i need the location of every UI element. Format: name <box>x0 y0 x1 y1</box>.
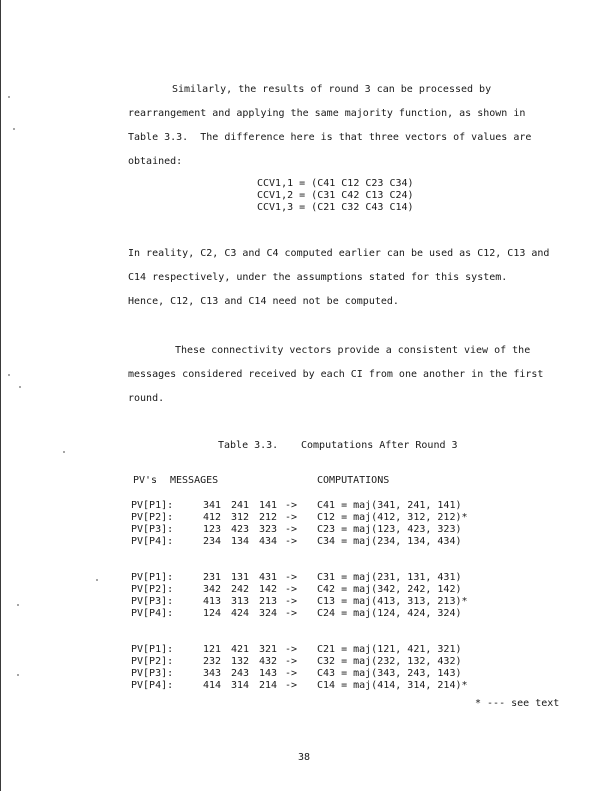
row-computation: C13 = maj(413, 313, 213)* <box>317 596 468 607</box>
row-message-2: 242 <box>231 584 250 595</box>
row-computation: C12 = maj(412, 312, 212)* <box>317 512 468 523</box>
row-pv-label: PV[P1]: <box>131 572 174 583</box>
row-computation: C24 = maj(124, 424, 324) <box>317 608 462 619</box>
row-computation: C41 = maj(341, 241, 141) <box>317 500 462 511</box>
row-computation: C14 = maj(414, 314, 214)* <box>317 680 468 691</box>
row-arrow: -> <box>285 656 298 667</box>
row-message-3: 142 <box>259 584 278 595</box>
row-message-2: 424 <box>231 608 250 619</box>
scan-speck <box>17 604 19 606</box>
row-arrow: -> <box>285 680 298 691</box>
row-message-3: 143 <box>259 668 278 679</box>
connectivity-vector-2: CCV1,2 = (C31 C42 C13 C24) <box>257 190 414 201</box>
row-message-2: 314 <box>231 680 250 691</box>
row-message-1: 121 <box>203 644 222 655</box>
row-pv-label: PV[P3]: <box>131 668 174 679</box>
row-computation: C43 = maj(343, 243, 143) <box>317 668 462 679</box>
scan-speck <box>17 674 19 676</box>
row-message-3: 214 <box>259 680 278 691</box>
paragraph-1-line-3: Table 3.3. The difference here is that three vectors of values are <box>128 132 532 143</box>
row-message-1: 343 <box>203 668 222 679</box>
scan-speck <box>13 128 15 130</box>
paragraph-2-line-1: In reality, C2, C3 and C4 computed earlier can be used as C12, C13 and <box>128 248 550 259</box>
row-message-2: 313 <box>231 596 250 607</box>
paragraph-3-line-3: round. <box>128 393 165 404</box>
row-message-1: 124 <box>203 608 222 619</box>
row-arrow: -> <box>285 596 298 607</box>
row-message-3: 324 <box>259 608 278 619</box>
paragraph-1-line-4: obtained: <box>128 156 183 167</box>
row-message-1: 414 <box>203 680 222 691</box>
row-pv-label: PV[P4]: <box>131 680 174 691</box>
table-header-computations: COMPUTATIONS <box>317 475 390 486</box>
row-arrow: -> <box>285 536 298 547</box>
row-arrow: -> <box>285 572 298 583</box>
row-pv-label: PV[P4]: <box>131 608 174 619</box>
row-message-3: 213 <box>259 596 278 607</box>
table-footnote: * --- see text <box>475 698 560 709</box>
connectivity-vector-1: CCV1,1 = (C41 C12 C23 C34) <box>257 178 414 189</box>
row-pv-label: PV[P4]: <box>131 536 174 547</box>
paragraph-3-line-1: These connectivity vectors provide a consistent view of the <box>175 345 531 356</box>
connectivity-vector-3: CCV1,3 = (C21 C32 C43 C14) <box>257 202 414 213</box>
row-pv-label: PV[P1]: <box>131 644 174 655</box>
row-computation: C31 = maj(231, 131, 431) <box>317 572 462 583</box>
row-message-3: 432 <box>259 656 278 667</box>
scan-speck <box>96 579 98 581</box>
row-pv-label: PV[P3]: <box>131 596 174 607</box>
row-computation: C32 = maj(232, 132, 432) <box>317 656 462 667</box>
page-left-edge <box>0 0 1 791</box>
row-computation: C34 = maj(234, 134, 434) <box>317 536 462 547</box>
paragraph-2-line-2: C14 respectively, under the assumptions stated for this system. <box>128 272 508 283</box>
row-message-1: 342 <box>203 584 222 595</box>
paragraph-1-line-2: rearrangement and applying the same majority function, as shown in <box>128 108 526 119</box>
row-pv-label: PV[P3]: <box>131 524 174 535</box>
row-arrow: -> <box>285 668 298 679</box>
row-pv-label: PV[P1]: <box>131 500 174 511</box>
row-message-1: 123 <box>203 524 222 535</box>
page-number: 38 <box>298 752 311 763</box>
scan-speck <box>63 451 65 453</box>
row-message-1: 412 <box>203 512 222 523</box>
row-message-3: 323 <box>259 524 278 535</box>
row-arrow: -> <box>285 644 298 655</box>
row-pv-label: PV[P2]: <box>131 584 174 595</box>
row-arrow: -> <box>285 500 298 511</box>
row-arrow: -> <box>285 524 298 535</box>
row-message-1: 341 <box>203 500 222 511</box>
row-message-2: 243 <box>231 668 250 679</box>
table-header-messages: MESSAGES <box>170 475 219 486</box>
scan-speck <box>8 374 10 376</box>
table-header-pv: PV's <box>133 475 158 486</box>
row-computation: C42 = maj(342, 242, 142) <box>317 584 462 595</box>
row-computation: C21 = maj(121, 421, 321) <box>317 644 462 655</box>
table-caption-title: Computations After Round 3 <box>301 440 458 451</box>
row-message-2: 131 <box>231 572 250 583</box>
scan-speck <box>19 386 21 388</box>
row-message-1: 234 <box>203 536 222 547</box>
row-message-1: 231 <box>203 572 222 583</box>
row-computation: C23 = maj(123, 423, 323) <box>317 524 462 535</box>
row-message-2: 421 <box>231 644 250 655</box>
row-message-3: 321 <box>259 644 278 655</box>
row-message-3: 212 <box>259 512 278 523</box>
row-pv-label: PV[P2]: <box>131 512 174 523</box>
row-message-1: 413 <box>203 596 222 607</box>
row-message-2: 132 <box>231 656 250 667</box>
row-pv-label: PV[P2]: <box>131 656 174 667</box>
row-arrow: -> <box>285 512 298 523</box>
row-message-2: 312 <box>231 512 250 523</box>
scan-speck <box>8 96 10 98</box>
table-caption-number: Table 3.3. <box>218 440 279 451</box>
row-message-1: 232 <box>203 656 222 667</box>
paragraph-3-line-2: messages considered received by each CI from one another in the first <box>128 369 544 380</box>
row-arrow: -> <box>285 608 298 619</box>
row-message-3: 434 <box>259 536 278 547</box>
row-message-3: 431 <box>259 572 278 583</box>
row-message-2: 241 <box>231 500 250 511</box>
row-message-2: 134 <box>231 536 250 547</box>
paragraph-2-line-3: Hence, C12, C13 and C14 need not be computed. <box>128 296 399 307</box>
paragraph-1-line-1: Similarly, the results of round 3 can be processed by <box>172 84 492 95</box>
row-message-2: 423 <box>231 524 250 535</box>
row-message-3: 141 <box>259 500 278 511</box>
row-arrow: -> <box>285 584 298 595</box>
